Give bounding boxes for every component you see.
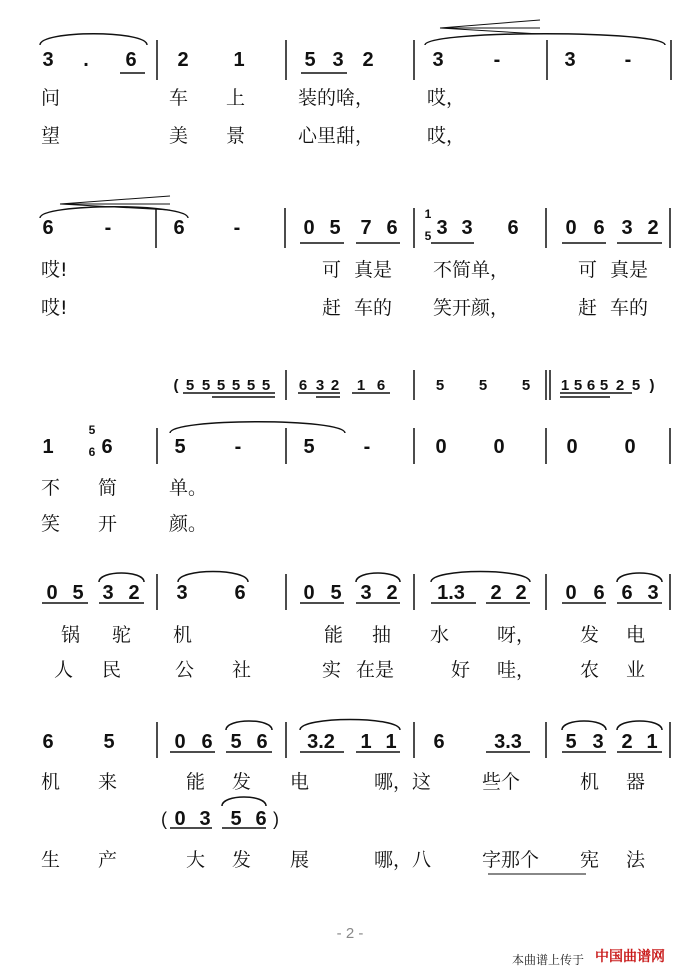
lyric: 锅 [61, 624, 81, 646]
lyric: 发 [232, 771, 252, 793]
prelude-note: 5 [185, 377, 195, 394]
prelude-note: 5 [216, 377, 226, 394]
note: 5 [103, 731, 115, 753]
note: 3 [564, 49, 576, 71]
lyric: 电 [626, 624, 646, 646]
note: . [83, 49, 89, 71]
note: 0 [624, 436, 636, 458]
lyric: 车的 [610, 297, 649, 319]
lyric: 来 [98, 771, 118, 793]
note: 2 [128, 582, 140, 604]
note: 2 [647, 217, 659, 239]
prelude-note: 5 [201, 377, 211, 394]
lyric: 美 [169, 125, 189, 147]
note: 6 [234, 582, 246, 604]
lyric: 生 [41, 849, 61, 871]
lyric: 哎! [41, 297, 68, 319]
note: 1 [233, 49, 245, 71]
note: 3 [42, 49, 54, 71]
note: 1 [646, 731, 658, 753]
prelude-note: 3 [315, 377, 325, 394]
note: 2 [386, 582, 398, 604]
note: 5 [329, 217, 341, 239]
note: 5 [565, 731, 577, 753]
lyric: 器 [626, 771, 646, 793]
prelude-note: 5 [246, 377, 256, 394]
prelude-note: 5 [631, 377, 641, 394]
prelude-note: 1 [560, 377, 570, 394]
note: - [234, 436, 242, 458]
prelude-note: 5 [261, 377, 271, 394]
note: 5 [330, 582, 342, 604]
lyric: 呀， [497, 624, 536, 646]
lyric: 机 [580, 771, 600, 793]
note: - [624, 49, 632, 71]
note: 6 [507, 217, 519, 239]
grace-note: 6 [88, 445, 96, 459]
lyric: 真是 [610, 259, 649, 281]
prelude-note: 2 [330, 377, 340, 394]
lyric: 车 [169, 87, 189, 109]
prelude-note: 5 [599, 377, 609, 394]
aside-note: 5 [230, 808, 242, 830]
lyric: 笑开颜， [433, 297, 510, 319]
prelude-note: 5 [521, 377, 531, 394]
page-number: - 2 - [336, 925, 364, 942]
lyric: 能 [186, 771, 206, 793]
lyric: 驼 [112, 624, 132, 646]
note: 1 [385, 731, 397, 753]
note: 6 [125, 49, 137, 71]
lyric: 哎， [427, 125, 466, 147]
note: 1 [42, 436, 54, 458]
note: 3.3 [494, 731, 522, 753]
aside-paren: ) [273, 809, 279, 829]
note: 3 [647, 582, 659, 604]
note: 3 [621, 217, 633, 239]
lyric: 不 [41, 477, 61, 499]
aside-note: 6 [255, 808, 267, 830]
lyric: 好 [451, 659, 471, 681]
aside-note: 0 [174, 808, 186, 830]
lyric: 哎! [41, 259, 68, 281]
lyric: 能 [324, 624, 344, 646]
note: 7 [360, 217, 372, 239]
lyric: 大 [186, 849, 206, 871]
lyric: 发 [232, 849, 252, 871]
lyric: 电 [290, 771, 310, 793]
lyric: 上 [226, 87, 246, 109]
upload-source-text: 本曲谱上传于 [512, 953, 585, 967]
lyric: 机 [41, 771, 61, 793]
note: 2 [177, 49, 189, 71]
note: 6 [42, 217, 54, 239]
prelude-note: 1 [356, 377, 366, 394]
note: 6 [386, 217, 398, 239]
note: 1.3 [437, 582, 465, 604]
note: 2 [621, 731, 633, 753]
note: 5 [174, 436, 186, 458]
note: 3 [436, 217, 448, 239]
lyric: 公 [175, 659, 195, 681]
lyric: 业 [626, 659, 646, 681]
note: 0 [565, 582, 577, 604]
grace-note: 5 [424, 229, 432, 243]
lyric: 社 [232, 659, 252, 681]
site-logo: 中国曲谱网 [595, 949, 665, 965]
lyric: 产 [98, 849, 118, 871]
lyric: 宪 [580, 849, 600, 871]
note: 0 [174, 731, 186, 753]
lyric: 望 [41, 125, 61, 147]
lyric: 哇， [497, 659, 536, 681]
note: 6 [42, 731, 54, 753]
lyric: 颜。 [169, 513, 208, 535]
lyric: 问 [41, 87, 61, 109]
note: 0 [303, 217, 315, 239]
lyric: 心里甜， [298, 125, 375, 147]
prelude-note: 5 [478, 377, 488, 394]
lyric: 展 [290, 849, 310, 871]
lyric: 开 [98, 513, 118, 535]
lyric: 笑 [41, 513, 61, 535]
lyric: 哎， [427, 87, 466, 109]
note: 3 [176, 582, 188, 604]
note: 6 [101, 436, 113, 458]
lyric: 装的啥， [298, 87, 375, 109]
note: 2 [490, 582, 502, 604]
prelude-note: 6 [376, 377, 386, 394]
note: 5 [72, 582, 84, 604]
note: 0 [46, 582, 58, 604]
note: 0 [435, 436, 447, 458]
note: 0 [566, 436, 578, 458]
lyric: 民 [102, 659, 122, 681]
lyric: 可 [578, 259, 598, 281]
note: 6 [173, 217, 185, 239]
note: 3 [360, 582, 372, 604]
lyric: 水 [430, 624, 450, 646]
note: 5 [230, 731, 242, 753]
note: 6 [256, 731, 268, 753]
note: 2 [362, 49, 374, 71]
note: 6 [201, 731, 213, 753]
prelude-paren: ( [173, 377, 179, 394]
note: 6 [433, 731, 445, 753]
lyric: 哪，八 [374, 849, 432, 871]
note: 3 [102, 582, 114, 604]
lyric: 单。 [169, 477, 208, 499]
note: 6 [621, 582, 633, 604]
lyric: 简 [98, 477, 118, 499]
prelude-note: 5 [231, 377, 241, 394]
note: 0 [565, 217, 577, 239]
grace-note: 5 [88, 423, 96, 437]
note: 6 [593, 217, 605, 239]
prelude-note: 6 [298, 377, 308, 394]
prelude-note: 5 [573, 377, 583, 394]
lyric: 法 [626, 849, 646, 871]
lyric: 实 [322, 659, 342, 681]
note: - [104, 217, 112, 239]
prelude-note: 6 [586, 377, 596, 394]
note: 3 [332, 49, 344, 71]
note: 3.2 [307, 731, 335, 753]
prelude-note: 2 [615, 377, 625, 394]
aside-note: 3 [199, 808, 211, 830]
lyric: 机 [173, 624, 193, 646]
note: 5 [304, 49, 316, 71]
lyric: 景 [226, 125, 246, 147]
note: 5 [303, 436, 315, 458]
note: 0 [493, 436, 505, 458]
note: 1 [360, 731, 372, 753]
lyric: 真是 [354, 259, 393, 281]
lyric: 人 [54, 659, 74, 681]
note: 0 [303, 582, 315, 604]
lyric: 哪，这 [374, 771, 432, 793]
lyric: 发 [580, 624, 600, 646]
note: - [233, 217, 241, 239]
aside-paren: ( [161, 809, 167, 829]
lyric: 赶 [322, 297, 342, 319]
lyric: 字那个 [482, 849, 540, 871]
lyric: 在是 [356, 659, 395, 681]
note: 2 [515, 582, 527, 604]
note: 3 [592, 731, 604, 753]
lyric: 不简单， [433, 259, 510, 281]
note: - [493, 49, 501, 71]
prelude-paren: ) [649, 377, 655, 394]
lyric: 可 [322, 259, 342, 281]
lyric: 农 [580, 659, 600, 681]
note: 3 [432, 49, 444, 71]
note: 6 [593, 582, 605, 604]
grace-note: 1 [424, 207, 432, 221]
lyric: 赶 [578, 297, 598, 319]
lyric: 抽 [372, 624, 392, 646]
lyric: 车的 [354, 297, 393, 319]
prelude-note: 5 [435, 377, 445, 394]
lyric: 些个 [482, 771, 521, 793]
note: 3 [461, 217, 473, 239]
note: - [363, 436, 371, 458]
